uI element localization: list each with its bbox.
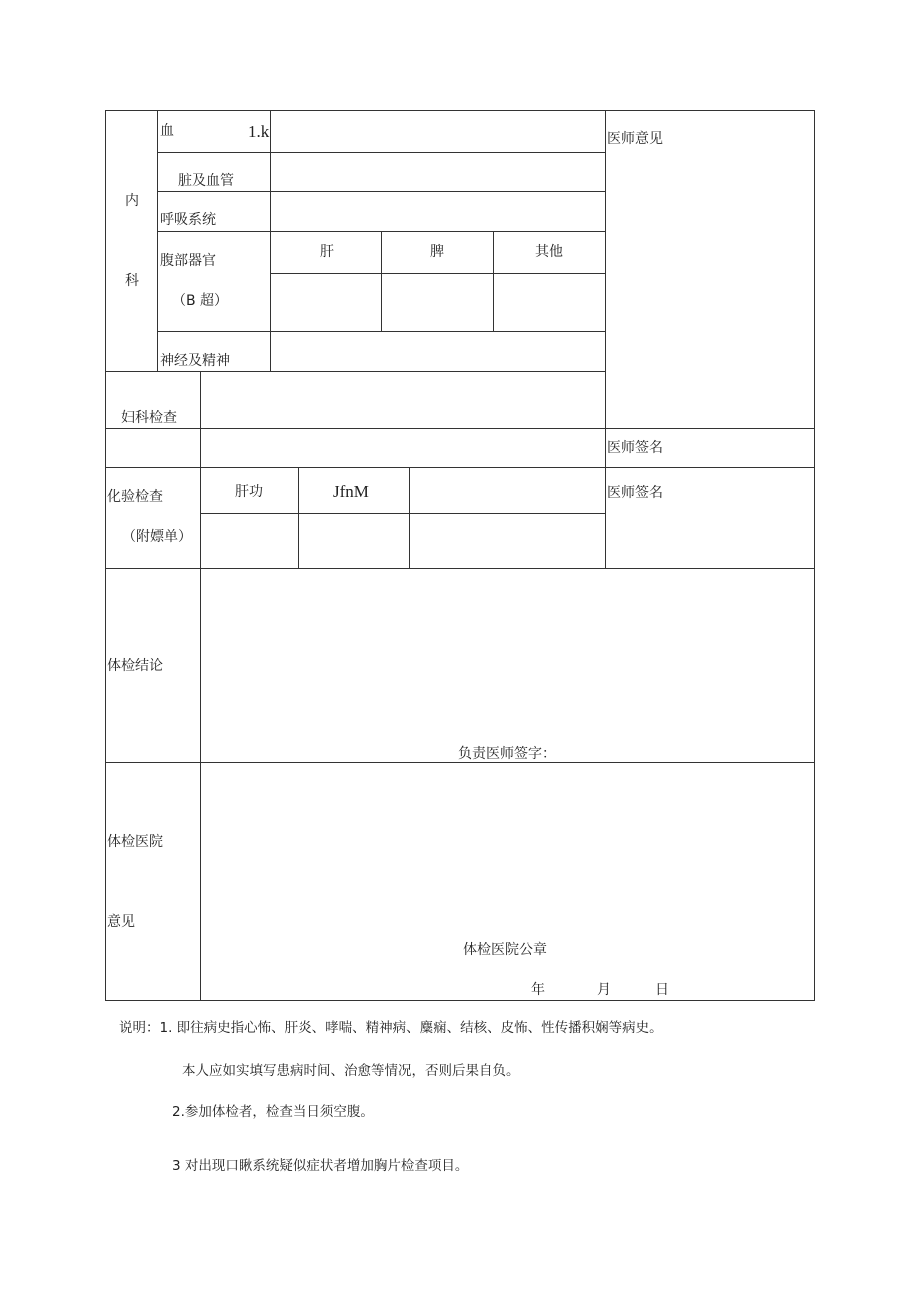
grid-line [298, 467, 299, 569]
other-header: 其他 [535, 244, 563, 260]
table-border-left [105, 110, 106, 1001]
grid-line [493, 231, 494, 331]
gyn-exam-label: 妇科检查 [121, 410, 177, 426]
grid-line [105, 371, 605, 372]
grid-line [381, 231, 382, 331]
date-day-label: 日 [655, 982, 669, 998]
date-year-label: 年 [531, 982, 545, 998]
lab-sub-label: （附嫖单） [122, 529, 192, 545]
internal-medicine-label-1: 内 [125, 193, 139, 209]
table-border-bottom [105, 1000, 815, 1001]
grid-line [270, 110, 271, 372]
date-month-label: 月 [597, 982, 611, 998]
grid-line [105, 467, 815, 468]
spleen-header: 脾 [430, 244, 444, 260]
note-line-2: 本人应如实填写患病时间、治愈等情况，否则后果自负。 [182, 1063, 520, 1079]
opinion-label: 意见 [107, 914, 135, 930]
heart-vessel-label: 脏及血管 [178, 173, 234, 189]
lab-value: JfnM [333, 482, 369, 501]
doctor-sign-label-2: 医师签名 [607, 485, 663, 501]
blood-value: 1.k [248, 122, 270, 141]
grid-line [200, 513, 605, 514]
internal-medicine-label-2: 科 [125, 273, 139, 289]
grid-line [157, 152, 605, 153]
chief-doctor-sign-label: 负责医师签字： [458, 746, 556, 762]
blood-label: 血 [160, 123, 174, 139]
lab-exam-label: 化验检查 [107, 489, 163, 505]
grid-line [105, 428, 815, 429]
grid-line [270, 273, 605, 274]
conclusion-label: 体检结论 [107, 658, 163, 674]
grid-line [105, 568, 815, 569]
respiratory-label: 呼吸系统 [160, 212, 216, 228]
note-line-3: 2.参加体检者，检查当日须空腹。 [172, 1104, 374, 1120]
liver-function-label: 肝功 [235, 484, 263, 500]
grid-line [105, 762, 815, 763]
grid-line [157, 191, 605, 192]
abdominal-label: 腹部器官 [160, 253, 216, 269]
neuro-label: 神经及精神 [160, 353, 230, 369]
abdominal-sub-label: （B 超） [172, 293, 229, 309]
doctor-sign-label-1: 医师签名 [607, 440, 663, 456]
note-line-1: 说明：1. 即往病史指心怖、肝炎、哮喘、精神病、麋痫、结核、皮怖、性传播积娴等病史。 [119, 1020, 663, 1036]
hospital-label: 体检医院 [107, 834, 163, 850]
table-border-top [105, 110, 815, 111]
grid-line [157, 110, 158, 372]
grid-line [200, 371, 201, 1001]
hospital-seal-label: 体检医院公章 [463, 942, 547, 958]
note-line-4: 3 对出现口瞅系统疑似症状者增加胸片检查项目。 [172, 1158, 469, 1174]
grid-line [605, 110, 606, 569]
table-border-right [814, 110, 815, 1001]
grid-line [409, 467, 410, 569]
doctor-opinion-label: 医师意见 [607, 131, 663, 147]
grid-line [157, 331, 605, 332]
liver-header: 肝 [320, 244, 334, 260]
